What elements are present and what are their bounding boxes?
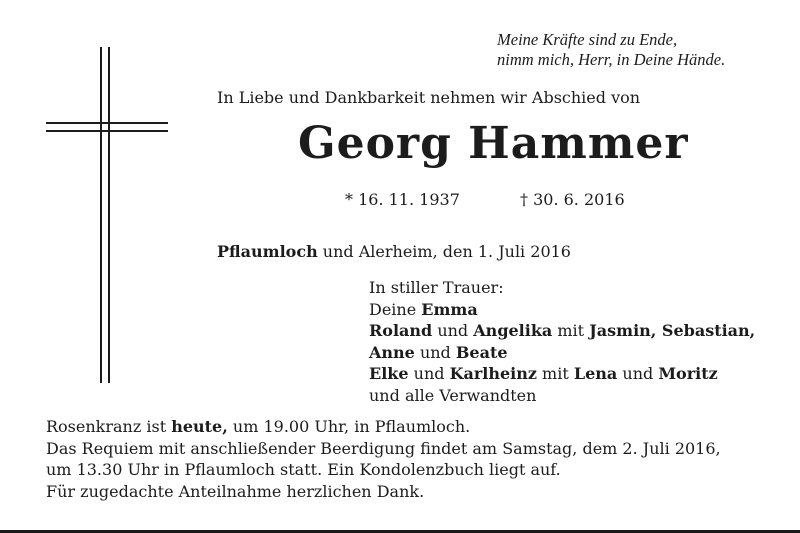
text-span: mit (536, 364, 574, 383)
mourner-name: Anne (369, 342, 415, 362)
motto-line-1: Meine Kräfte sind zu Ende, (497, 30, 678, 49)
mourner-name: Beate (455, 342, 508, 362)
text-span: und (414, 342, 456, 362)
mourner-name: Lena (573, 364, 618, 383)
text-span: um 19.00 Uhr, in Pflaumloch. (227, 417, 471, 436)
mourners-heading: In stiller Trauer: (369, 278, 504, 297)
cross-horizontal-bar (46, 130, 168, 132)
cross-horizontal-bar (46, 122, 168, 124)
death-date: † 30. 6. 2016 (520, 190, 625, 209)
text-span: und (408, 364, 450, 383)
text-span: Rosenkranz ist (46, 417, 172, 436)
mourners-line (369, 363, 755, 385)
cross-vertical-bar (100, 47, 102, 383)
cross-vertical-bar (108, 47, 110, 383)
mourner-name: Emma (421, 299, 478, 319)
mourners-line (369, 299, 755, 321)
mourner-name: Jasmin, Sebastian, (589, 321, 756, 340)
place-rest: und Alerheim, den 1. Juli 2016 (317, 242, 571, 261)
mourners-line (369, 342, 755, 364)
mourner-name: Elke (369, 364, 409, 383)
notice-line (46, 416, 721, 438)
notice-line: um 13.30 Uhr in Pflaumloch statt. Ein Kondolenzbuch liegt auf. (46, 460, 561, 479)
motto-line-2: nimm mich, Herr, in Deine Hände. (497, 50, 726, 69)
text-emphasis: heute, (171, 417, 228, 436)
mourner-name: Karlheinz (449, 364, 537, 383)
place-and-date (217, 242, 571, 261)
mourners-line (369, 320, 755, 342)
text-span: mit (552, 321, 590, 340)
intro-text: In Liebe und Dankbarkeit nehmen wir Abschied von (217, 88, 641, 107)
mourner-name: Moritz (658, 364, 718, 383)
text-span: und (432, 321, 474, 340)
notice-line: Das Requiem mit anschließender Beerdigung findet am Samstag, dem 2. Juli 2016, (46, 438, 721, 458)
mourners-line: und alle Verwandten (369, 385, 537, 405)
motto-verse (497, 30, 787, 70)
mourner-name: Angelika (473, 321, 553, 340)
text-span: Deine (369, 299, 422, 319)
service-notice (46, 416, 721, 502)
place-town: Pflaumloch (217, 242, 318, 261)
deceased-name: Georg Hammer (298, 118, 689, 169)
mourner-name: Roland (369, 321, 433, 340)
mourners-list (369, 277, 755, 406)
notice-line: Für zugedachte Anteilnahme herzlichen Dank. (46, 481, 425, 501)
birth-date: * 16. 11. 1937 (345, 190, 460, 209)
text-span: und (617, 364, 659, 383)
